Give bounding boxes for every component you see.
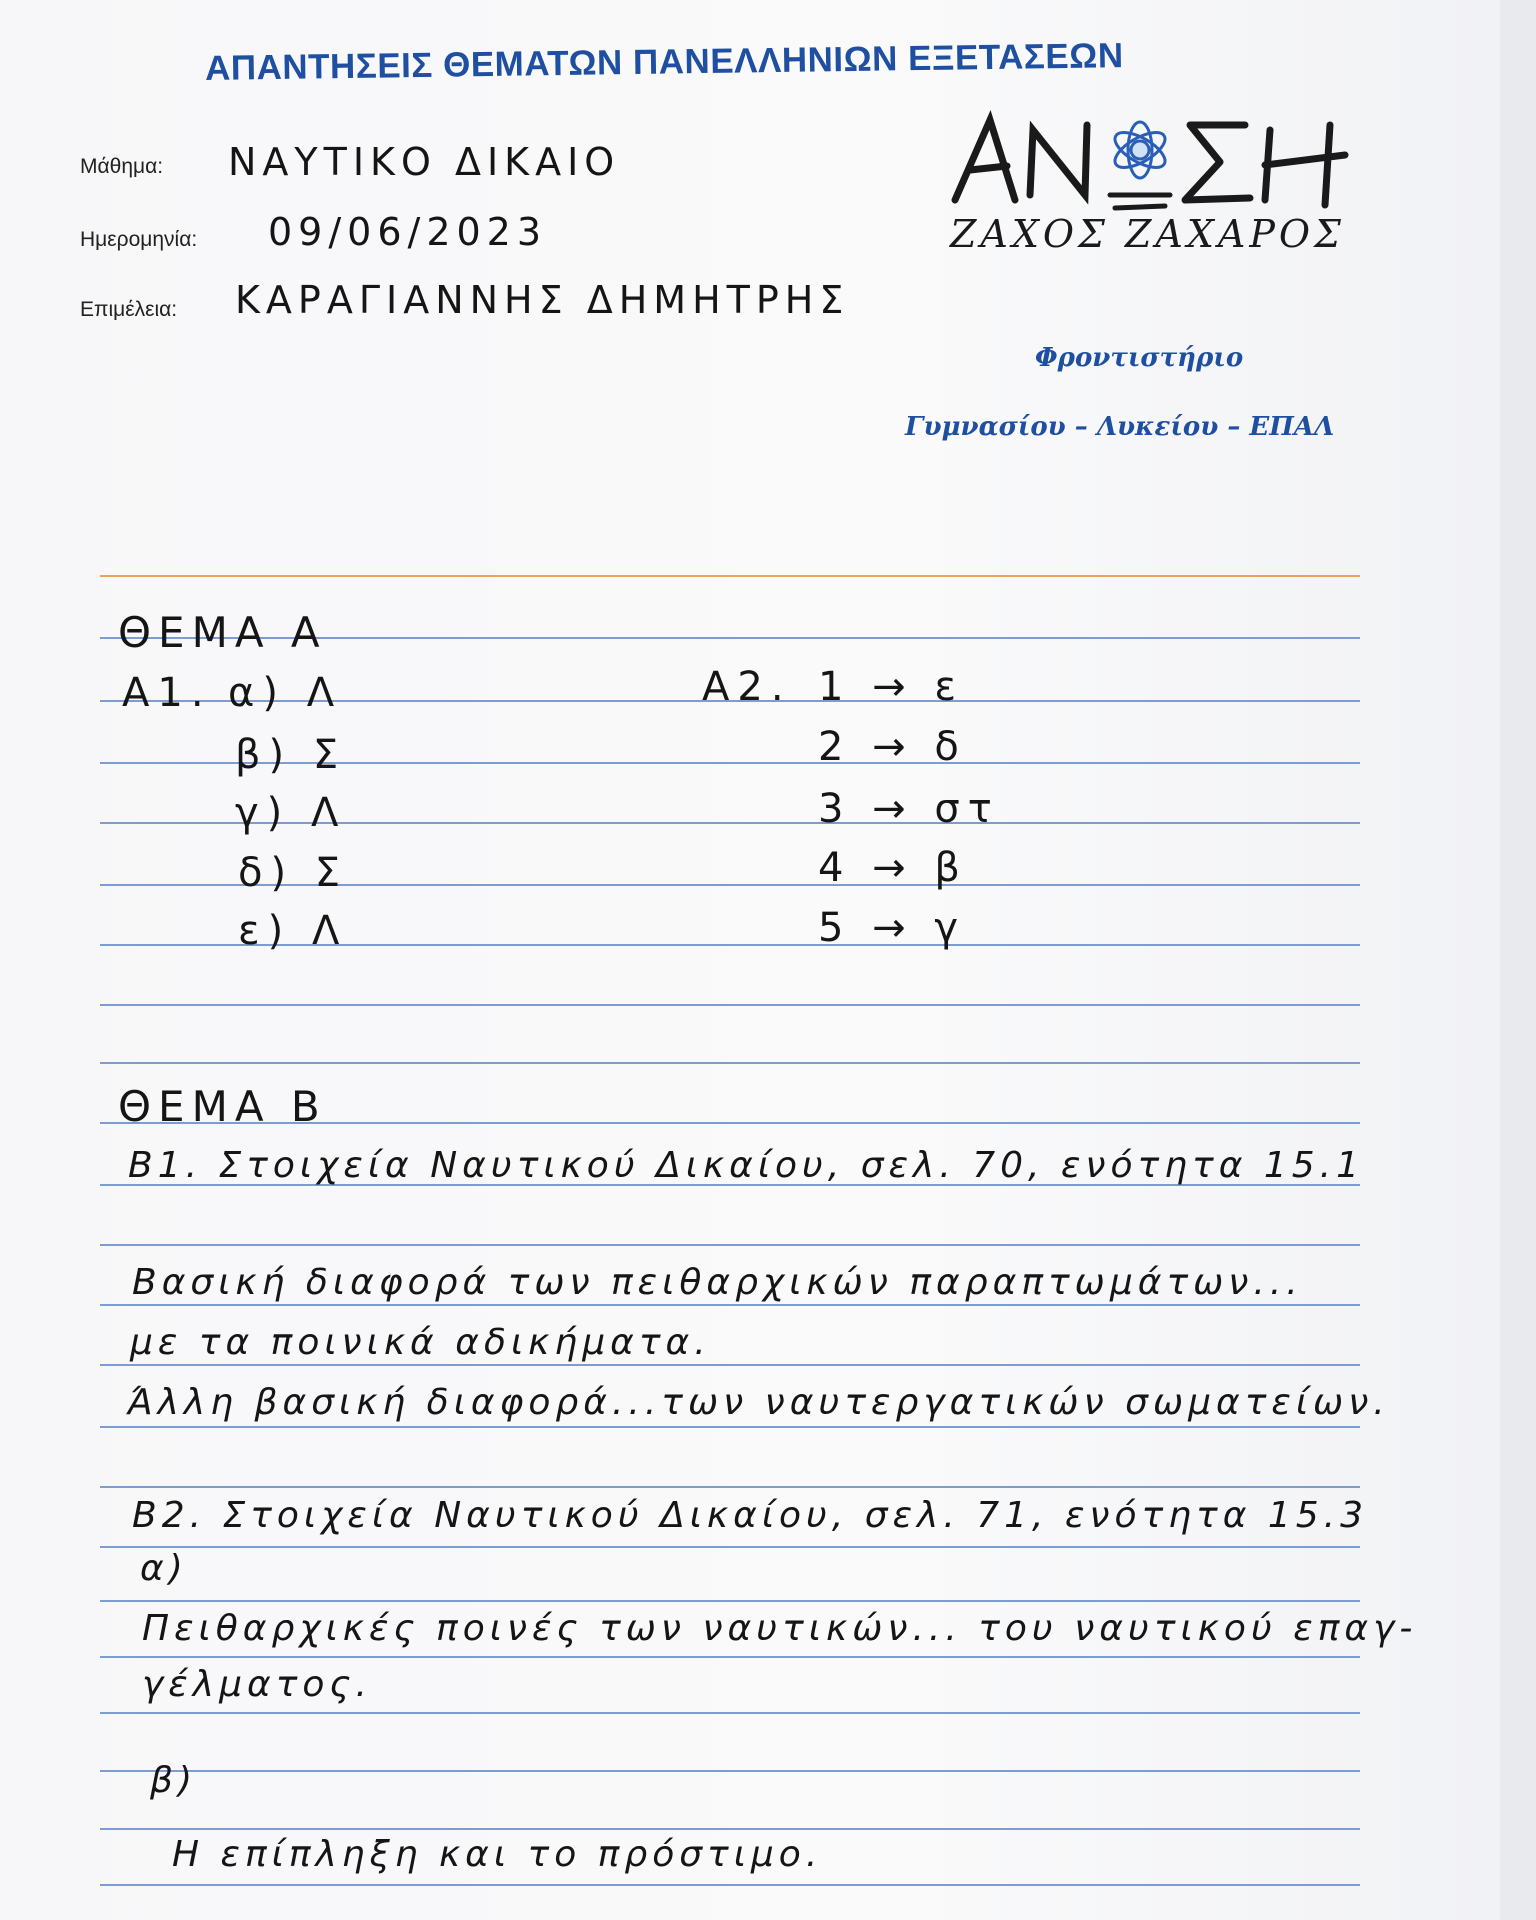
ruled-line [100,1656,1360,1658]
b2-a-label: α) [140,1548,188,1589]
b1-line: Βασική διαφορά των πειθαρχικών παραπτωμάτων... [132,1262,1303,1303]
b2-b-line: Η επίπληξη και το πρόστιμο. [172,1834,823,1875]
subject-value: ΝΑΥΤΙΚΟ ΔΙΚΑΙΟ [228,140,621,184]
ruled-line [100,1828,1360,1830]
b1-line: με τα ποινικά αδικήματα. [130,1322,711,1363]
theme-b-title: ΘΕΜΑ Β [118,1082,327,1131]
a2-answer: 2 → δ [818,724,967,770]
a1-answer: ε) Λ [238,908,348,954]
ruled-line [100,1884,1360,1886]
ruled-line [100,1364,1360,1366]
tagline-levels: Γυμνασίου – Λυκείου – ΕΠΑΛ [905,412,1335,442]
editor-label: Επιμέλεια: [80,298,178,321]
b1-reference: Β1. Στοιχεία Ναυτικού Δικαίου, σελ. 70, ενότητα 15.1 [128,1145,1365,1186]
ruled-line [100,1304,1360,1306]
ruled-line [100,1546,1360,1548]
ruled-line [100,1244,1360,1246]
ruled-line [100,1426,1360,1428]
ruled-line [100,1770,1360,1772]
ruled-line [100,1600,1360,1602]
a1-label: Α1. [122,670,212,716]
a2-answer: 3 → στ [818,786,1000,832]
editor-value: ΚΑΡΑΓΙΑΝΝΗΣ ΔΗΜΗΤΡΗΣ [235,278,850,322]
ruled-line [100,1712,1360,1714]
b2-a-line: Πειθαρχικές ποινές των ναυτικών... του ναυτικού επαγ- [142,1608,1418,1649]
a2-answer: 4 → β [818,845,968,891]
ruled-line [100,1004,1360,1006]
a1-answer: α) Λ [228,670,343,716]
ruled-line [100,575,1360,577]
document-title: ΑΠΑΝΤΗΣΕΙΣ ΘΕΜΑΤΩΝ ΠΑΝΕΛΛΗΝΙΩΝ ΕΞΕΤΑΣΕΩΝ [204,36,1124,88]
ruled-line [100,1062,1360,1064]
date-value: 09/06/2023 [268,210,548,254]
ruled-line [100,1486,1360,1488]
a2-label: Α2. [702,664,792,710]
a2-answer: 5 → γ [818,905,967,951]
b1-line: Άλλη βασική διαφορά...των ναυτεργατικών σωματείων. [128,1382,1390,1423]
b2-reference: Β2. Στοιχεία Ναυτικού Δικαίου, σελ. 71, ενότητα 15.3 [132,1495,1369,1536]
a1-answer: δ) Σ [238,850,349,896]
b2-b-label: β) [150,1760,198,1801]
a1-answer: β) Σ [235,732,347,778]
a1-answer: γ) Λ [235,790,347,836]
date-label: Ημερομηνία: [80,228,198,251]
a2-answer: 1 → ε [818,664,965,710]
subject-label: Μάθημα: [80,155,164,178]
logo-subtitle: ΖΑΧΟΣ ΖΑΧΑΡΟΣ [950,212,1345,256]
brand-logo [945,100,1365,256]
tagline-frontistirio: Φροντιστήριο [1035,343,1244,373]
b2-a-line: γέλματος. [142,1664,372,1705]
theme-a-title: ΘΕΜΑ Α [118,608,327,657]
background-edge [1500,0,1536,1920]
